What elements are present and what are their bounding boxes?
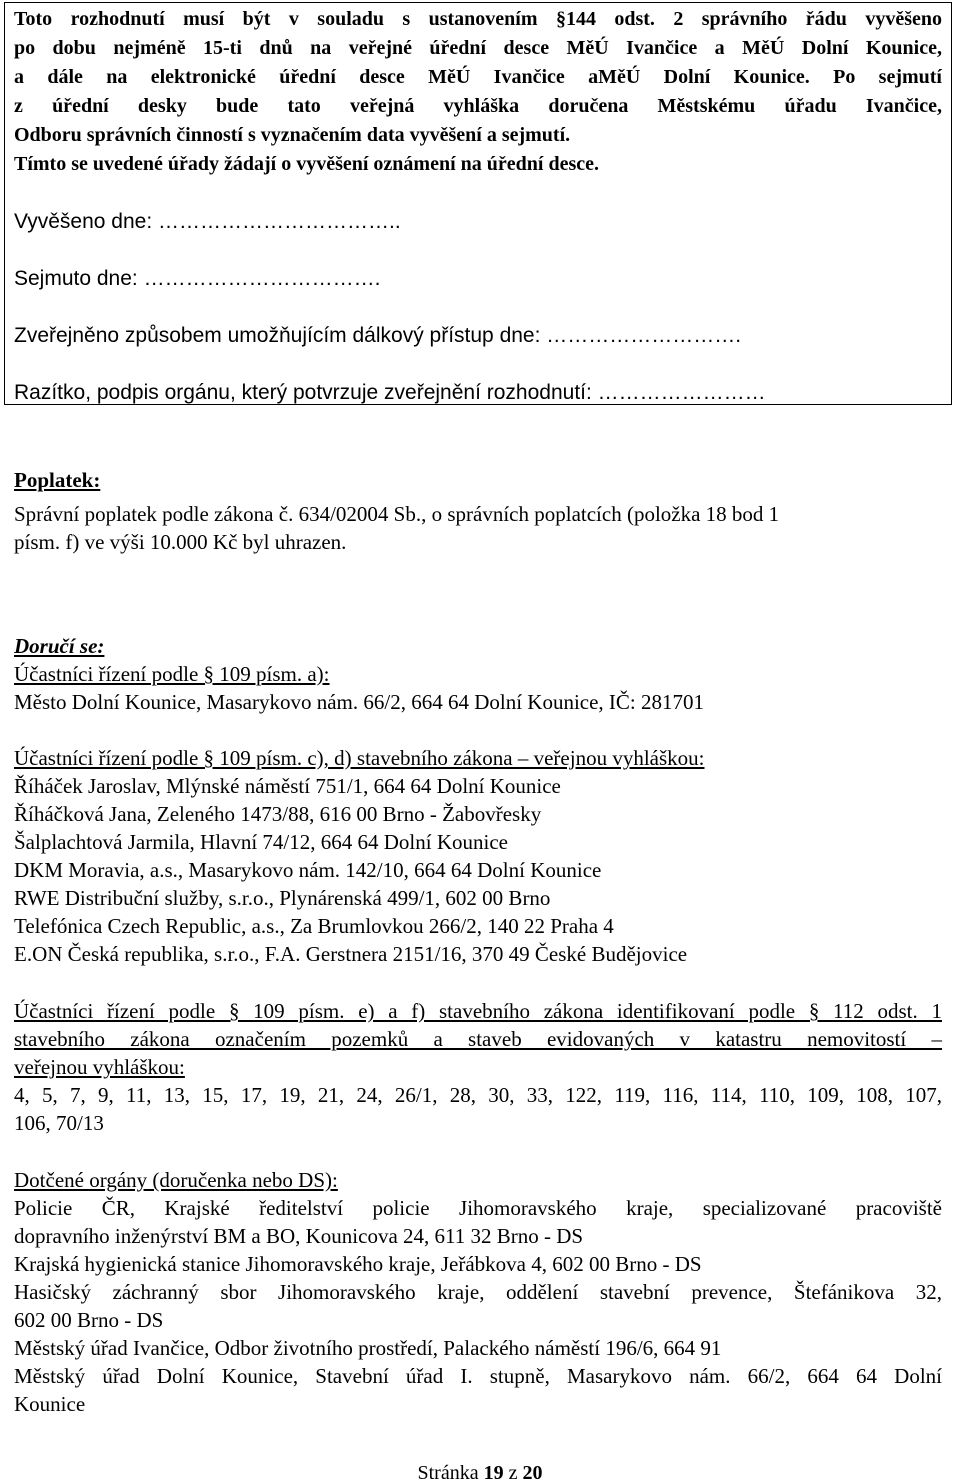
authority-line: Městský úřad Dolní Kounice, Stavební úřad I. stupně, Masarykovo nám. 66/2, 664 64 Dolní	[14, 1364, 942, 1388]
delivery-heading: Doručí se:	[14, 634, 105, 658]
page-footer	[0, 1462, 960, 1484]
notice-text-line: Toto rozhodnutí musí být v souladu s ustanovením §144 odst. 2 správního řádu vyvěšeno	[14, 8, 942, 30]
recipient-line: DKM Moravia, a.s., Masarykovo nám. 142/10, 664 64 Dolní Kounice	[14, 858, 602, 882]
notice-text-line: Odboru správních činností s vyznačením data vyvěšení a sejmutí.	[14, 124, 571, 146]
recipient-line: RWE Distribuční služby, s.r.o., Plynárenská 499/1, 602 00 Brno	[14, 886, 551, 910]
recipient-line: Město Dolní Kounice, Masarykovo nám. 66/2, 664 64 Dolní Kounice, IČ: 281701	[14, 690, 705, 714]
parcel-list-line: 4, 5, 7, 9, 11, 13, 15, 17, 19, 21, 24, 26/1, 28, 30, 33, 122, 119, 116, 114, 110, 109, 108, 107,	[14, 1083, 942, 1107]
removed-date-field: Sejmuto dne: …………………………….	[14, 267, 381, 290]
posted-date-field: Vyvěšeno dne: ……………………………..	[14, 210, 401, 233]
authority-line: Hasičský záchranný sbor Jihomoravského kraje, oddělení stavební prevence, Štefánikova 32,	[14, 1280, 942, 1304]
fee-text-line: Správní poplatek podle zákona č. 634/02004 Sb., o správních poplatcích (položka 18 bod 1	[14, 502, 780, 526]
recipient-line: Šalplachtová Jarmila, Hlavní 74/12, 664 64 Dolní Kounice	[14, 830, 508, 854]
group-ef-title-line: Účastníci řízení podle § 109 písm. e) a f) stavebního zákona identifikovaní podle § 112 odst. 1	[14, 999, 942, 1023]
recipient-line: E.ON Česká republika, s.r.o., F.A. Gerstnera 2151/16, 370 49 České Budějovice	[14, 942, 688, 966]
recipient-line: Říháčková Jana, Zeleného 1473/88, 616 00 Brno - Žabovřesky	[14, 802, 542, 826]
notice-text-line: po dobu nejméně 15-ti dnů na veřejné úřední desce MěÚ Ivančice a MěÚ Dolní Kounice,	[14, 37, 942, 59]
authority-line: Krajská hygienická stanice Jihomoravského kraje, Jeřábkova 4, 602 00 Brno - DS	[14, 1252, 702, 1276]
group-cd-title: Účastníci řízení podle § 109 písm. c), d) stavebního zákona – veřejnou vyhláškou:	[14, 746, 705, 770]
page-number: 19	[483, 1462, 504, 1484]
page-prefix: Stránka	[417, 1462, 479, 1484]
authority-line: Kounice	[14, 1392, 86, 1416]
group-ef-title-line: veřejnou vyhláškou:	[14, 1055, 185, 1079]
page-total: 20	[522, 1462, 543, 1484]
fee-text-line: písm. f) ve výši 10.000 Kč byl uhrazen.	[14, 530, 347, 554]
group-a-title: Účastníci řízení podle § 109 písm. a):	[14, 662, 330, 686]
authority-line: dopravního inženýrství BM a BO, Kounicova 24, 611 32 Brno - DS	[14, 1224, 584, 1248]
authority-line: Městský úřad Ivančice, Odbor životního prostředí, Palackého náměstí 196/6, 664 91	[14, 1336, 722, 1360]
notice-text-line: z úřední desky bude tato veřejná vyhláška doručena Městskému úřadu Ivančice,	[14, 95, 942, 117]
authority-line: 602 00 Brno - DS	[14, 1308, 164, 1332]
published-date-field: Zveřejněno způsobem umožňujícím dálkový přístup dne: ……………………….	[14, 324, 742, 347]
notice-text-line: Tímto se uvedené úřady žádají o vyvěšení oznámení na úřední desce.	[14, 153, 599, 175]
authorities-title: Dotčené orgány (doručenka nebo DS):	[14, 1168, 338, 1192]
group-ef-title-line: stavebního zákona označením pozemků a staveb evidovaných v katastru nemovitostí –	[14, 1027, 942, 1051]
page-of: z	[508, 1462, 518, 1484]
authority-line: Policie ČR, Krajské ředitelství policie Jihomoravského kraje, specializované pracoviště	[14, 1196, 942, 1220]
stamp-signature-field: Razítko, podpis orgánu, který potvrzuje zveřejnění rozhodnutí: ……………………	[14, 381, 766, 404]
notice-text-line: a dále na elektronické úřední desce MěÚ Ivančice aMěÚ Dolní Kounice. Po sejmutí	[14, 66, 942, 88]
fee-heading: Poplatek:	[14, 468, 101, 492]
recipient-line: Říháček Jaroslav, Mlýnské náměstí 751/1, 664 64 Dolní Kounice	[14, 774, 561, 798]
parcel-list-line: 106, 70/13	[14, 1111, 104, 1135]
recipient-line: Telefónica Czech Republic, a.s., Za Brumlovkou 266/2, 140 22 Praha 4	[14, 914, 614, 938]
